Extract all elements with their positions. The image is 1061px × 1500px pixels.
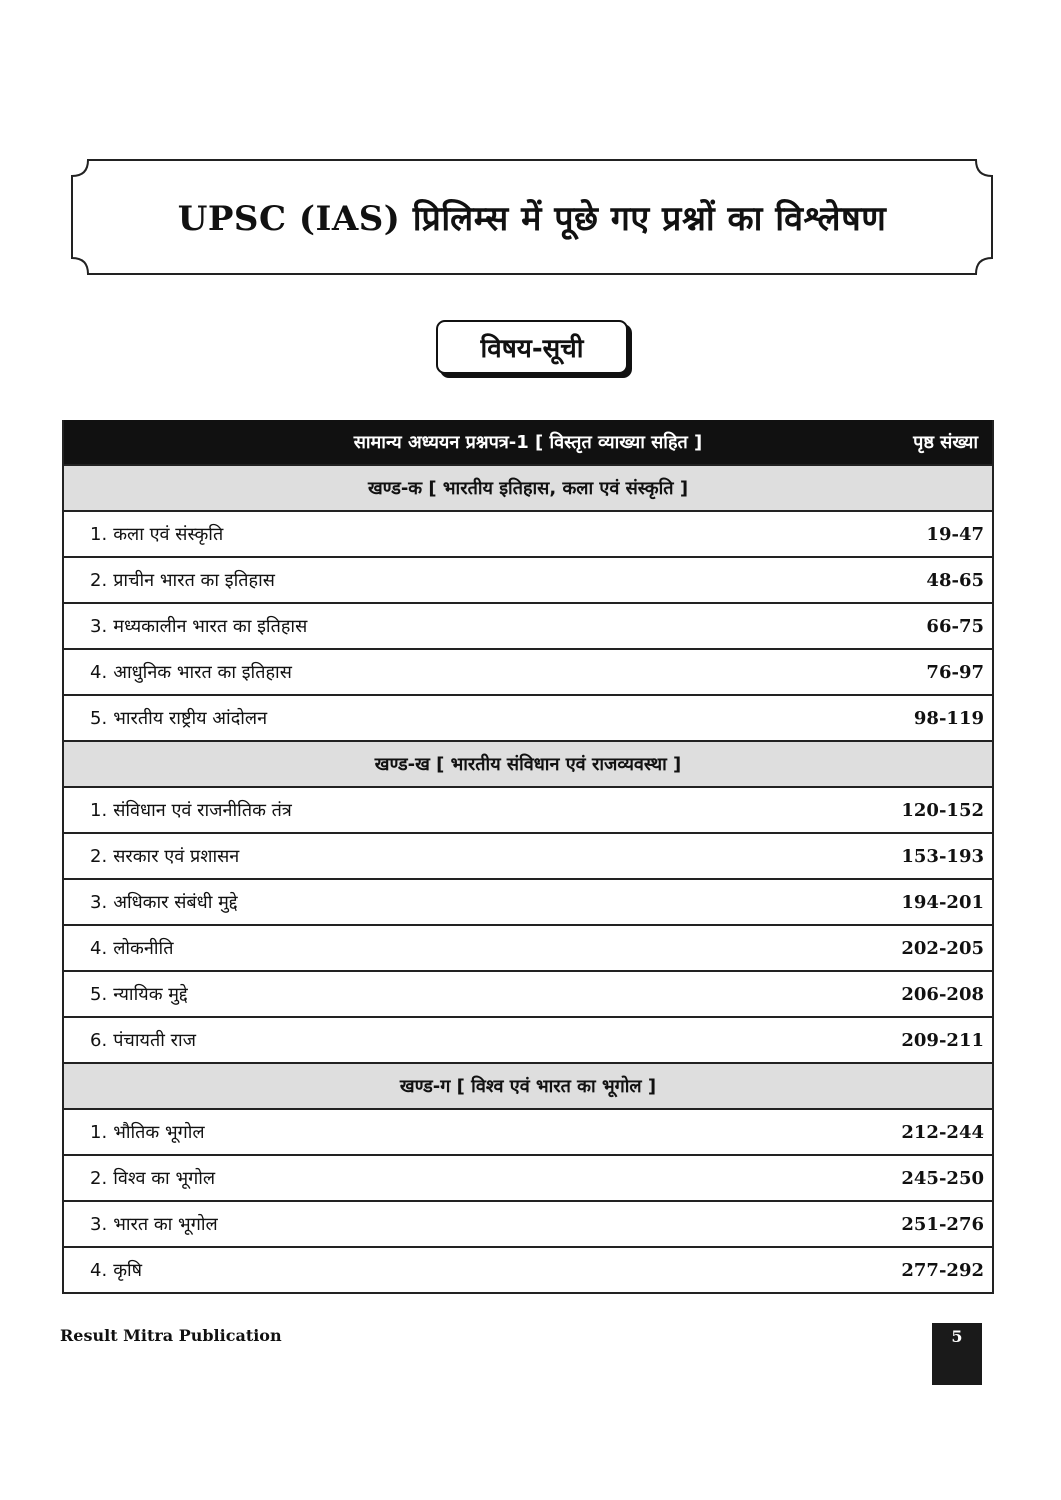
toc-item-number: 4. [90,662,108,683]
toc-row [64,648,992,694]
toc-item-pages: 19-47 [926,523,984,545]
toc-item-title: भारत का भूगोल [113,1214,218,1235]
toc-row [64,510,992,556]
toc-item-title: कला एवं संस्कृति [113,524,224,545]
toc-item-pages: 251-276 [901,1213,984,1235]
page-title: UPSC (IAS) प्रिलिम्स में पूछे गए प्रश्नों का विश्लेषण [177,199,887,239]
toc-row [64,1016,992,1062]
toc-item-pages: 153-193 [901,845,984,867]
toc-item-label [90,1212,218,1236]
toc-item-title: संविधान एवं राजनीतिक तंत्र [113,800,292,821]
toc-item-label [90,568,275,592]
toc-item-label [90,936,173,960]
toc-row [64,694,992,740]
toc-item-pages: 245-250 [901,1167,984,1189]
toc-item-pages: 98-119 [913,707,984,729]
toc-header-page: पृष्ठ संख्या [913,432,978,453]
toc-item-pages: 206-208 [901,983,984,1005]
toc-item-label [90,706,267,730]
toc-item-number: 1. [90,1122,108,1143]
toc-item-title: कृषि [113,1260,143,1281]
toc-item-title: लोकनीति [113,938,174,959]
toc-item-number: 5. [90,984,108,1005]
toc-item-label [90,1120,205,1144]
toc-item-pages: 212-244 [901,1121,984,1143]
toc-row [64,970,992,1016]
table-of-contents [62,420,994,1294]
toc-row [64,1108,992,1154]
toc-item-label [90,982,188,1006]
section-heading: खण्ड-क [ भारतीय इतिहास, कला एवं संस्कृति ] [64,464,992,510]
toc-item-title: सरकार एवं प्रशासन [113,846,240,867]
toc-item-label [90,522,223,546]
toc-item-title: भारतीय राष्ट्रीय आंदोलन [113,708,268,729]
section-heading: खण्ड-ख [ भारतीय संविधान एवं राजव्यवस्था ] [64,740,992,786]
toc-header [64,420,992,464]
toc-item-label [90,614,307,638]
toc-item-title: मध्यकालीन भारत का इतिहास [113,616,308,637]
toc-item-pages: 76-97 [926,661,984,683]
toc-row [64,1154,992,1200]
toc-item-pages: 48-65 [926,569,984,591]
toc-item-label [90,1166,215,1190]
page-number: 5 [932,1323,982,1385]
toc-item-label [90,844,239,868]
toc-item-number: 1. [90,800,108,821]
toc-row [64,1200,992,1246]
publisher-name: Result Mitra Publication [60,1326,282,1345]
toc-item-pages: 66-75 [926,615,984,637]
toc-item-number: 1. [90,524,108,545]
toc-item-title: अधिकार संबंधी मुद्दे [113,892,238,913]
toc-item-number: 5. [90,708,108,729]
toc-item-number: 4. [90,938,108,959]
toc-item-pages: 209-211 [901,1029,984,1051]
toc-row [64,924,992,970]
toc-item-number: 4. [90,1260,108,1281]
toc-item-number: 6. [90,1030,108,1051]
toc-item-pages: 277-292 [901,1259,984,1281]
toc-item-number: 3. [90,892,108,913]
toc-row [64,878,992,924]
toc-item-label [90,798,292,822]
toc-item-pages: 120-152 [901,799,984,821]
toc-item-title: आधुनिक भारत का इतिहास [113,662,292,683]
toc-row [64,556,992,602]
toc-item-title: प्राचीन भारत का इतिहास [113,570,275,591]
title-banner [70,158,994,276]
toc-row [64,602,992,648]
toc-row [64,1246,992,1292]
section-heading: खण्ड-ग [ विश्व एवं भारत का भूगोल ] [64,1062,992,1108]
toc-item-label [90,660,292,684]
toc-item-title: विश्व का भूगोल [113,1168,216,1189]
contents-heading: विषय-सूची [436,320,628,374]
toc-item-title: पंचायती राज [113,1030,196,1051]
toc-header-title: सामान्य अध्ययन प्रश्नपत्र-1 [ विस्तृत व्याख्या सहित ] [353,432,703,453]
toc-item-title: न्यायिक मुद्दे [113,984,188,1005]
toc-item-number: 2. [90,570,108,591]
toc-body [64,464,992,1292]
toc-item-number: 3. [90,1214,108,1235]
toc-item-number: 2. [90,1168,108,1189]
toc-row [64,786,992,832]
toc-item-number: 3. [90,616,108,637]
toc-row [64,832,992,878]
toc-item-title: भौतिक भूगोल [113,1122,205,1143]
toc-item-number: 2. [90,846,108,867]
toc-item-pages: 202-205 [901,937,984,959]
toc-item-label [90,1028,196,1052]
toc-item-label [90,890,238,914]
toc-item-pages: 194-201 [901,891,984,913]
toc-item-label [90,1258,142,1282]
